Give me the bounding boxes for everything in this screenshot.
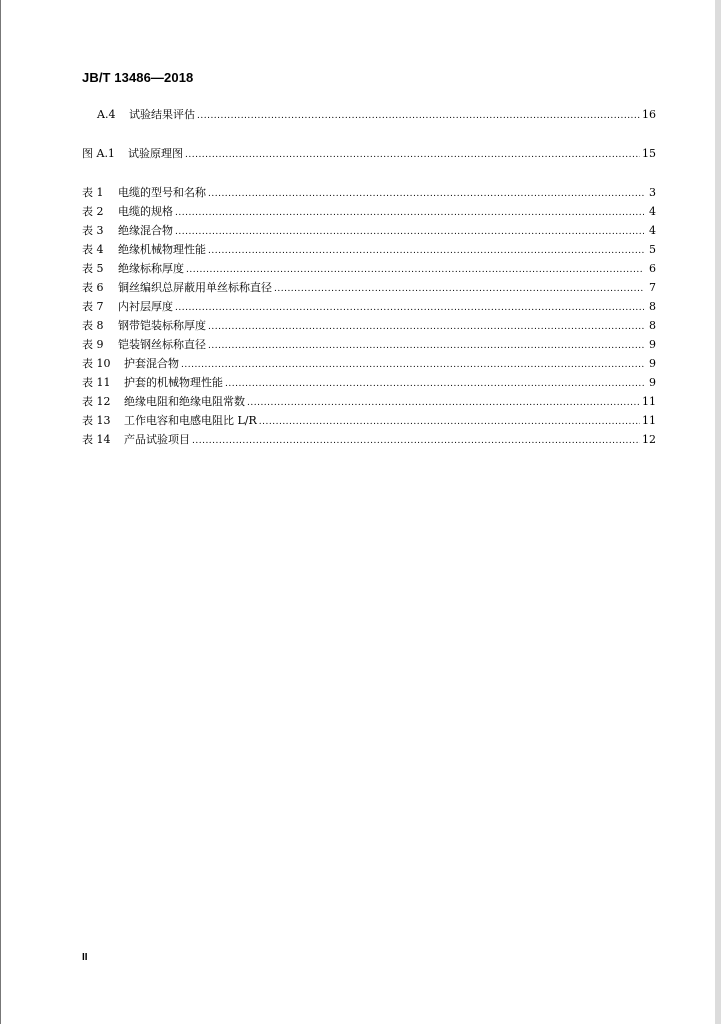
toc-entry-table-3[interactable]	[82, 224, 656, 239]
toc-dot-leader	[175, 207, 644, 220]
page-number-footer: II	[82, 952, 88, 963]
toc-entry-label: 表 8	[82, 319, 104, 332]
page-left-edge	[0, 0, 1, 1024]
toc-entry-page: 9	[649, 376, 656, 389]
toc-dot-leader	[208, 245, 644, 258]
toc-dot-leader	[186, 264, 644, 277]
toc-entry-page: 6	[649, 262, 656, 275]
toc-entry-table-13[interactable]	[82, 414, 656, 429]
toc-entry-title: 产品试验项目	[124, 433, 190, 446]
toc-dot-leader	[181, 359, 644, 372]
toc-entry-label: A.4	[97, 108, 116, 121]
toc-entry-table-7[interactable]	[82, 300, 656, 315]
toc-entry-page: 8	[649, 319, 656, 332]
toc-dot-leader	[185, 149, 640, 162]
toc-entry-page: 15	[642, 147, 656, 160]
toc-entry-title: 电缆的型号和名称	[118, 186, 206, 199]
toc-entry-title: 护套混合物	[124, 357, 179, 370]
toc-entry-title: 工作电容和电感电阻比 L/R	[124, 414, 257, 427]
toc-dot-leader	[259, 416, 640, 429]
toc-dot-leader	[208, 188, 644, 201]
toc-dot-leader	[208, 340, 644, 353]
toc-entry-label: 表 9	[82, 338, 104, 351]
toc-entry-table-10[interactable]	[82, 357, 656, 372]
toc-entry-page: 11	[642, 414, 656, 427]
toc-entry-label: 表 12	[82, 395, 111, 408]
toc-entry-title: 铜丝编织总屏蔽用单丝标称直径	[118, 281, 272, 294]
toc-entry-page: 11	[642, 395, 656, 408]
toc-dot-leader	[208, 321, 644, 334]
toc-entry-title: 内衬层厚度	[118, 300, 173, 313]
toc-entry-label: 表 7	[82, 300, 104, 313]
toc-entry-label: 表 3	[82, 224, 104, 237]
toc-entry-title: 钢带铠装标称厚度	[118, 319, 206, 332]
toc-entry-table-9[interactable]	[82, 338, 656, 353]
toc-entry-title: 绝缘电阻和绝缘电阻常数	[124, 395, 245, 408]
toc-entry-title: 铠装钢丝标称直径	[118, 338, 206, 351]
toc-entry-label: 表 5	[82, 262, 104, 275]
toc-dot-leader	[225, 378, 644, 391]
toc-entry-page: 5	[649, 243, 656, 256]
toc-entry-page: 9	[649, 357, 656, 370]
toc-entry-label: 表 10	[82, 357, 111, 370]
toc-dot-leader	[175, 302, 644, 315]
toc-entry-page: 4	[649, 205, 656, 218]
toc-entry-title: 电缆的规格	[118, 205, 173, 218]
toc-entry-label: 表 13	[82, 414, 111, 427]
toc-entry-figure-a1[interactable]	[82, 147, 656, 162]
toc-entry-page: 4	[649, 224, 656, 237]
toc-entry-title: 绝缘机械物理性能	[118, 243, 206, 256]
toc-entry-table-1[interactable]	[82, 186, 656, 201]
toc-entry-title: 试验结果评估	[129, 108, 195, 121]
toc-dot-leader	[175, 226, 644, 239]
page-right-edge	[715, 0, 721, 1024]
toc-entry-table-4[interactable]	[82, 243, 656, 258]
toc-entry-page: 8	[649, 300, 656, 313]
toc-entry-table-8[interactable]	[82, 319, 656, 334]
toc-entry-title: 绝缘标称厚度	[118, 262, 184, 275]
toc-entry-title: 绝缘混合物	[118, 224, 173, 237]
toc-entry-table-6[interactable]	[82, 281, 656, 296]
toc-entry-page: 7	[649, 281, 656, 294]
toc-entry-table-12[interactable]	[82, 395, 656, 410]
toc-entry-table-14[interactable]	[82, 433, 656, 448]
toc-entry-title: 护套的机械物理性能	[124, 376, 223, 389]
standard-number-header: JB/T 13486—2018	[82, 70, 194, 85]
toc-dot-leader	[247, 397, 640, 410]
toc-entry-table-11[interactable]	[82, 376, 656, 391]
toc-entry-page: 9	[649, 338, 656, 351]
toc-entry-label: 表 4	[82, 243, 104, 256]
toc-dot-leader	[197, 110, 640, 123]
toc-entry-table-5[interactable]	[82, 262, 656, 277]
toc-entry-page: 12	[642, 433, 656, 446]
toc-entry-label: 表 1	[82, 186, 104, 199]
toc-entry-page: 3	[649, 186, 656, 199]
toc-entry-label: 表 6	[82, 281, 104, 294]
toc-dot-leader	[192, 435, 640, 448]
toc-entry-label: 表 14	[82, 433, 111, 446]
toc-entry-title: 试验原理图	[128, 147, 183, 160]
toc-entry-label: 表 11	[82, 376, 111, 389]
toc-entry-table-2[interactable]	[82, 205, 656, 220]
toc-dot-leader	[274, 283, 644, 296]
toc-entry-label: 表 2	[82, 205, 104, 218]
toc-entry-a4[interactable]	[97, 108, 656, 123]
toc-entry-label: 图 A.1	[82, 147, 115, 160]
toc-entry-page: 16	[642, 108, 656, 121]
